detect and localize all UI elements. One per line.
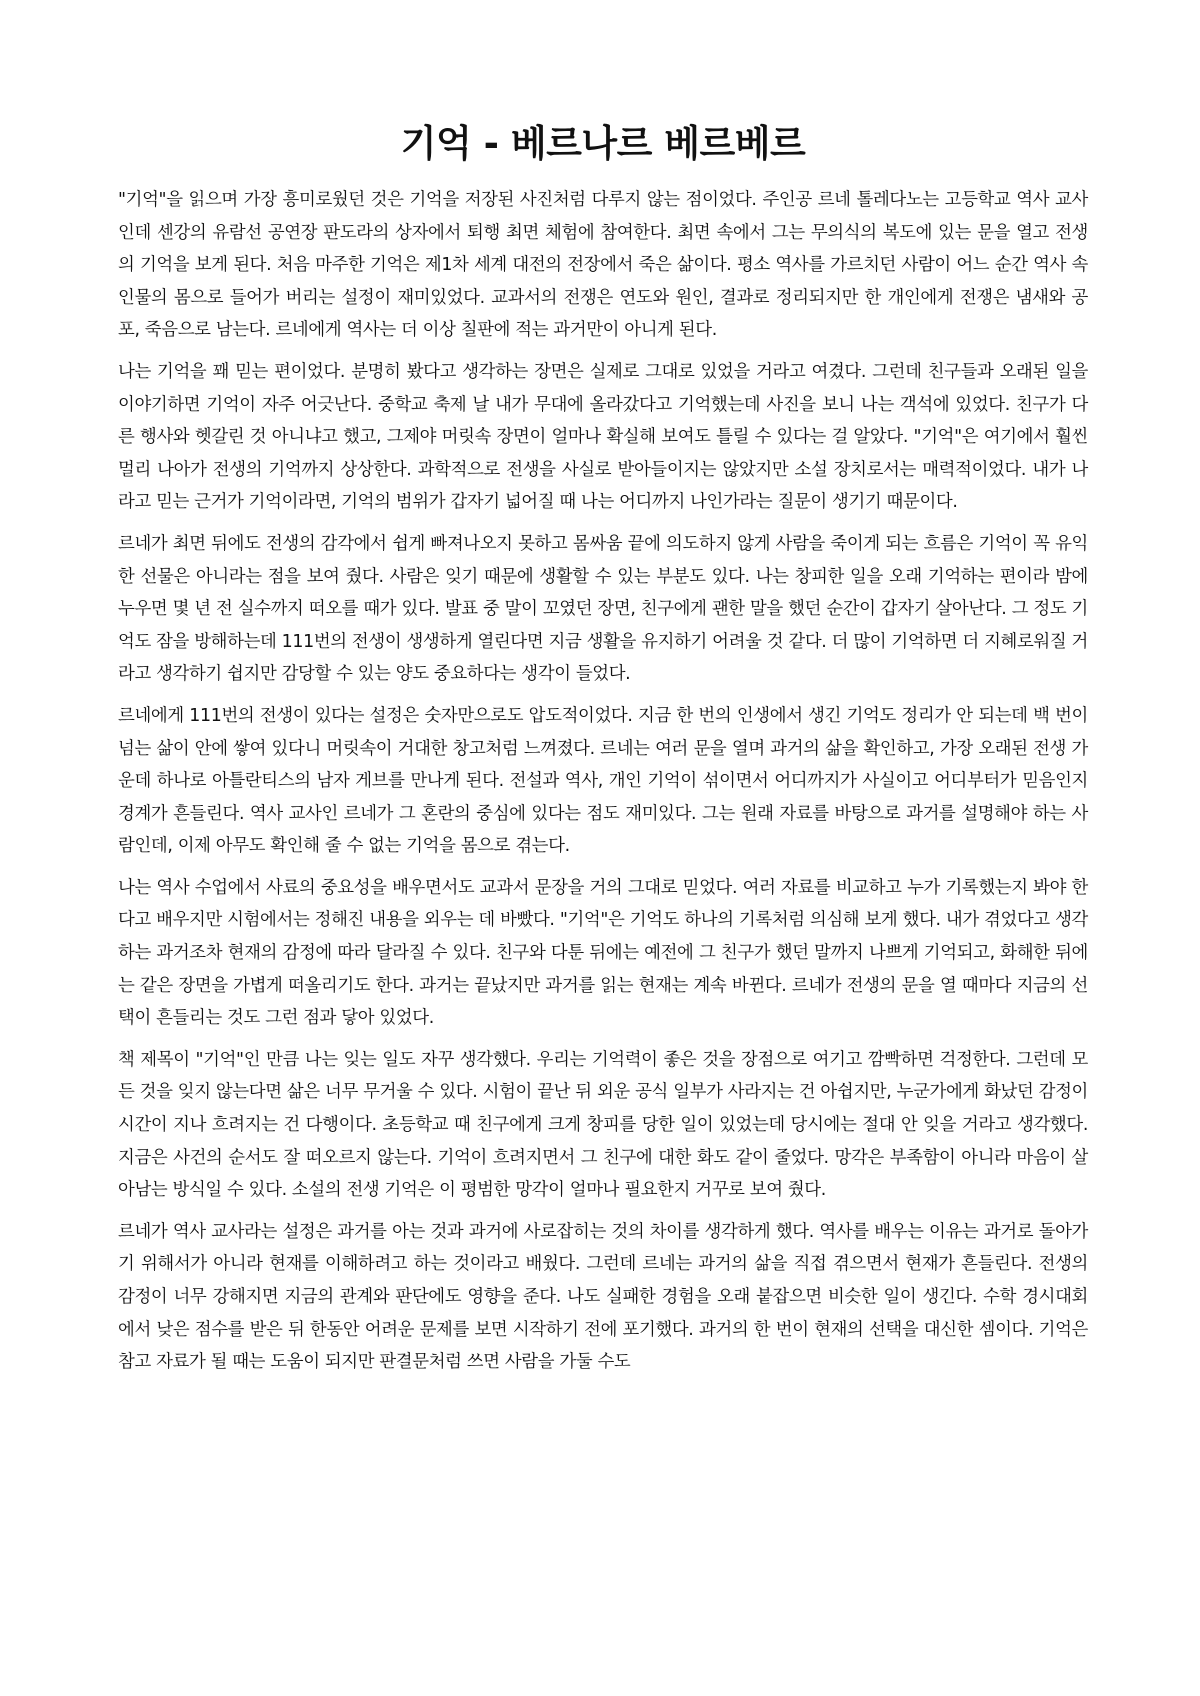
paragraph: 르네가 최면 뒤에도 전생의 감각에서 쉽게 빠져나오지 못하고 몸싸움 끝에 의도하지 않게 사람을 죽이게 되는 흐름은 기억이 꼭 유익한 선물은 아니라는 점을 보여 줬다. 사람은 잊기 때문에 생활할 수 있는 부분도 있다. 나는 창피한 일을 오래 기억하는 편이라 밤에 누우면 몇 년 전 실수까지 떠오를 때가 있다. 발표 중 말이 꼬였던 장면, 친구에게 괜한 말을 했던 순간이 갑자기 살아난다. 그 정도 기억도 잠을 방해하는데 111번의 전생이 생생하게 열린다면 지금 생활을 유지하기 어려울 것 같다. 더 많이 기억하면 더 지혜로워질 거라고 생각하기 쉽지만 감당할 수 있는 양도 중요하다는 생각이 들었다. — [118, 533, 1088, 685]
paragraph: 책 제목이 "기억"인 만큼 나는 잊는 일도 자꾸 생각했다. 우리는 기억력이 좋은 것을 장점으로 여기고 깜빡하면 걱정한다. 그런데 모든 것을 잊지 않는다면 삶은 너무 무거울 수 있다. 시험이 끝난 뒤 외운 공식 일부가 사라지는 건 아쉽지만, 누군가에게 화났던 감정이 시간이 지나 흐려지는 건 다행이다. 초등학교 때 친구에게 크게 창피를 당한 일이 있었는데 당시에는 절대 안 잊을 거라고 생각했다. 지금은 사건의 순서도 잘 떠오르지 않는다. 기억이 흐려지면서 그 친구에 대한 화도 같이 줄었다. 망각은 부족함이 아니라 마음이 살아남는 방식일 수 있다. 소설의 전생 기억은 이 평범한 망각이 얼마나 필요한지 거꾸로 보여 줬다. — [118, 1049, 1088, 1201]
paragraph: 르네에게 111번의 전생이 있다는 설정은 숫자만으로도 압도적이었다. 지금 한 번의 인생에서 생긴 기억도 정리가 안 되는데 백 번이 넘는 삶이 안에 쌓여 있다니 머릿속이 거대한 창고처럼 느껴졌다. 르네는 여러 문을 열며 과거의 삶을 확인하고, 가장 오래된 전생 가운데 하나로 아틀란티스의 남자 게브를 만나게 된다. 전설과 역사, 개인 기억이 섞이면서 어디까지가 사실이고 어디부터가 믿음인지 경계가 흔들린다. 역사 교사인 르네가 그 혼란의 중심에 있다는 점도 재미있다. 그는 원래 자료를 바탕으로 과거를 설명해야 하는 사람인데, 이제 아무도 확인해 줄 수 없는 기억을 몸으로 겪는다. — [118, 705, 1088, 857]
paragraph: 나는 기억을 꽤 믿는 편이었다. 분명히 봤다고 생각하는 장면은 실제로 그대로 있었을 거라고 여겼다. 그런데 친구들과 오래된 일을 이야기하면 기억이 자주 어긋난다. 중학교 축제 날 내가 무대에 올라갔다고 기억했는데 사진을 보니 나는 객석에 있었다. 친구가 다른 행사와 헷갈린 것 아니냐고 했고, 그제야 머릿속 장면이 얼마나 확실해 보여도 틀릴 수 있다는 걸 알았다. "기억"은 여기에서 훨씬 멀리 나아가 전생의 기억까지 상상한다. 과학적으로 전생을 사실로 받아들이지는 않았지만 소설 장치로서는 매력적이었다. 내가 나라고 믿는 근거가 기억이라면, 기억의 범위가 갑자기 넓어질 때 나는 어디까지 나인가라는 질문이 생기기 때문이다. — [118, 361, 1088, 513]
paragraph: "기억"을 읽으며 가장 흥미로웠던 것은 기억을 저장된 사진처럼 다루지 않는 점이었다. 주인공 르네 톨레다노는 고등학교 역사 교사인데 센강의 유람선 공연장 판도라의 상자에서 퇴행 최면 체험에 참여한다. 최면 속에서 그는 무의식의 복도에 있는 문을 열고 전생의 기억을 보게 된다. 처음 마주한 기억은 제1차 세계 대전의 전장에서 죽은 삶이다. 평소 역사를 가르치던 사람이 어느 순간 역사 속 인물의 몸으로 들어가 버리는 설정이 재미있었다. 교과서의 전쟁은 연도와 원인, 결과로 정리되지만 한 개인에게 전쟁은 냄새와 공포, 죽음으로 남는다. 르네에게 역사는 더 이상 칠판에 적는 과거만이 아니게 된다. — [118, 190, 1088, 341]
paragraph: 르네가 역사 교사라는 설정은 과거를 아는 것과 과거에 사로잡히는 것의 차이를 생각하게 했다. 역사를 배우는 이유는 과거로 돌아가기 위해서가 아니라 현재를 이해하려고 하는 것이라고 배웠다. 그런데 르네는 과거의 삶을 직접 겪으면서 현재가 흔들린다. 전생의 감정이 너무 강해지면 지금의 관계와 판단에도 영향을 준다. 나도 실패한 경험을 오래 붙잡으면 비슷한 일이 생긴다. 수학 경시대회에서 낮은 점수를 받은 뒤 한동안 어려운 문제를 보면 시작하기 전에 포기했다. 과거의 한 번이 현재의 선택을 대신한 셈이다. 기억은 참고 자료가 될 때는 도움이 되지만 판결문처럼 쓰면 사람을 가둘 수도 — [118, 1221, 1088, 1373]
paragraph: 나는 역사 수업에서 사료의 중요성을 배우면서도 교과서 문장을 거의 그대로 믿었다. 여러 자료를 비교하고 누가 기록했는지 봐야 한다고 배우지만 시험에서는 정해진 내용을 외우는 데 바빴다. "기억"은 기억도 하나의 기록처럼 의심해 보게 했다. 내가 겪었다고 생각하는 과거조차 현재의 감정에 따라 달라질 수 있다. 친구와 다툰 뒤에는 예전에 그 친구가 했던 말까지 나쁘게 기억되고, 화해한 뒤에는 같은 장면을 가볍게 떠올리기도 한다. 과거는 끝났지만 과거를 읽는 현재는 계속 바뀐다. 르네가 전생의 문을 열 때마다 지금의 선택이 흔들리는 것도 그런 점과 닿아 있었다. — [118, 877, 1088, 1029]
document-page — [118, 118, 1088, 1388]
document-title: 기억 - 베르나르 베르베르 — [400, 122, 806, 165]
